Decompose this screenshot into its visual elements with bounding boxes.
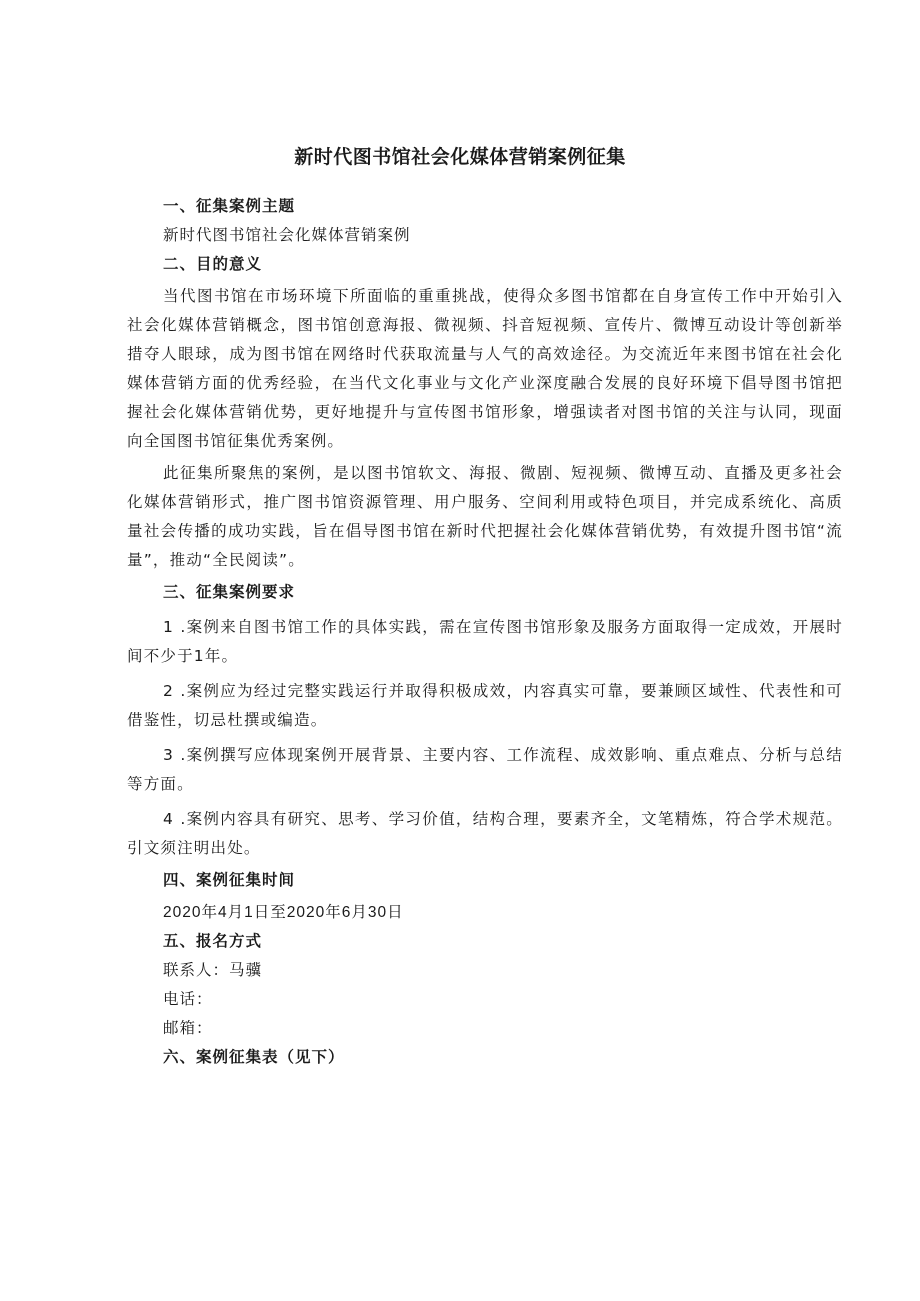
theme-text: 新时代图书馆社会化媒体营销案例 (163, 226, 411, 244)
section-heading-registration: 五、报名方式 (163, 932, 263, 950)
section-heading-purpose: 二、目的意义 (163, 255, 263, 273)
contact-person: 联系人：马骥 (163, 961, 263, 979)
section-theme (127, 192, 843, 250)
requirement-item: 3 .案例撰写应体现案例开展背景、主要内容、工作流程、成效影响、重点难点、分析与总结等方面。 (127, 746, 843, 793)
section-heading-timeline: 四、案例征集时间 (163, 871, 296, 889)
section-timeline (127, 866, 843, 927)
section-form (127, 1043, 843, 1072)
contact-phone: 电话： (163, 990, 213, 1008)
document-body (127, 192, 843, 1072)
requirement-item: 2 .案例应为经过完整实践运行并取得积极成效，内容真实可靠，要兼顾区域性、代表性和可借鉴性，切忌杜撰或编造。 (127, 682, 843, 729)
requirement-item: 4 .案例内容具有研究、思考、学习价值，结构合理，要素齐全，文笔精炼，符合学术规范。引文须注明出处。 (127, 810, 843, 857)
section-requirements (127, 578, 843, 863)
requirement-item: 1 .案例来自图书馆工作的具体实践，需在宣传图书馆形象及服务方面取得一定成效，开展时间不少于1年。 (127, 618, 843, 665)
section-heading-requirements: 三、征集案例要求 (163, 583, 296, 601)
collection-period: 2020年4月1日至2020年6月30日 (163, 904, 404, 921)
contact-email: 邮箱： (163, 1019, 213, 1037)
purpose-paragraph-2: 此征集所聚焦的案例，是以图书馆软文、海报、微剧、短视频、微博互动、直播及更多社会化媒体营销形式，推广图书馆资源管理、用户服务、空间利用或特色项目，并完成系统化、高质量社会传播的成功实践，旨在倡导图书馆在新时代把握社会化媒体营销优势，有效提升图书馆“流量”，推动“全民阅读”。 (127, 464, 843, 569)
section-registration (127, 927, 843, 1043)
document-title: 新时代图书馆社会化媒体营销案例征集 (294, 146, 626, 168)
section-heading-theme: 一、征集案例主题 (163, 197, 296, 215)
section-purpose (127, 250, 843, 575)
purpose-paragraph-1: 当代图书馆在市场环境下所面临的重重挑战，使得众多图书馆都在自身宣传工作中开始引入社会化媒体营销概念，图书馆创意海报、微视频、抖音短视频、宣传片、微博互动设计等创新举措夺人眼球，成为图书馆在网络时代获取流量与人气的高效途径。为交流近年来图书馆在社会化媒体营销方面的优秀经验，在当代文化事业与文化产业深度融合发展的良好环境下倡导图书馆把握社会化媒体营销优势，更好地提升与宣传图书馆形象，增强读者对图书馆的关注与认同，现面向全国图书馆征集优秀案例。 (127, 287, 843, 450)
section-heading-form: 六、案例征集表（见下） (163, 1048, 345, 1066)
